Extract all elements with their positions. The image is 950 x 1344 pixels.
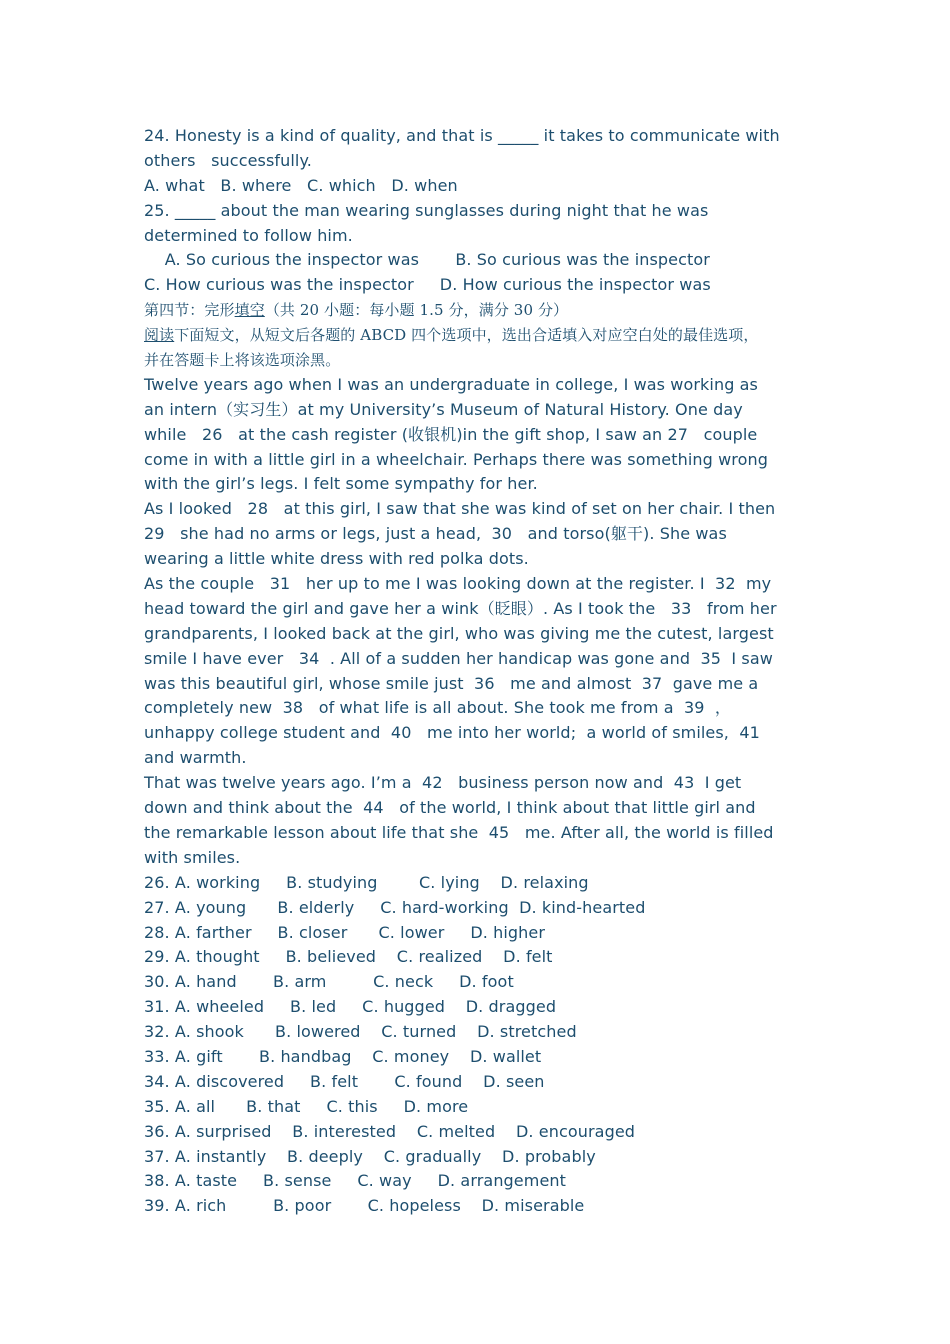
section-instructions-1 <box>144 323 806 348</box>
option-line-29: 29. A. thought B. believed C. realized D. felt <box>144 947 553 967</box>
option-line-30: 30. A. hand B. arm C. neck D. foot <box>144 972 514 992</box>
passage-line: 29 she had no arms or legs, just a head, 30 and torso(躯干). She was <box>144 524 727 544</box>
passage-line: with the girl’s legs. I felt some sympathy for her. <box>144 474 538 494</box>
passage-line: with smiles. <box>144 847 241 867</box>
option-line-31: 31. A. wheeled B. led C. hugged D. dragged <box>144 997 557 1017</box>
option-line-38: 38. A. taste B. sense C. way D. arrangement <box>144 1171 566 1191</box>
option-line-35: 35. A. all B. that C. this D. more <box>144 1096 469 1116</box>
q25-options-ab: A. So curious the inspector was B. So curious was the inspector <box>144 250 710 270</box>
instructions-link[interactable]: 阅读 <box>144 326 175 345</box>
passage-line: head toward the girl and gave her a wink（眨眼）. As I took the 33 from her <box>144 598 777 618</box>
option-line-27: 27. A. young B. elderly C. hard-working D. kind-hearted <box>144 897 646 917</box>
passage-line: the remarkable lesson about life that she 45 me. After all, the world is filled <box>144 822 774 842</box>
passage-line: and warmth. <box>144 748 247 768</box>
passage-line: smile I have ever 34 . All of a sudden her handicap was gone and 35 I saw <box>144 648 773 668</box>
section-title-post: （共 20 小题：每小题 1.5 分，满分 30 分） <box>264 301 569 320</box>
option-line-28: 28. A. farther B. closer C. lower D. higher <box>144 922 546 942</box>
passage-line: completely new 38 of what life is all about. She took me from a 39 ， <box>144 698 732 718</box>
section-title <box>144 298 806 323</box>
q24-line-2: others successfully. <box>144 150 312 170</box>
section-title-link[interactable]: 填空 <box>234 301 265 320</box>
option-line-39: 39. A. rich B. poor C. hopeless D. miserable <box>144 1196 585 1216</box>
passage-line: unhappy college student and 40 me into her world; a world of smiles, 41 <box>144 723 760 743</box>
option-line-36: 36. A. surprised B. interested C. melted D. encouraged <box>144 1121 636 1141</box>
option-line-33: 33. A. gift B. handbag C. money D. wallet <box>144 1046 542 1066</box>
option-line-37: 37. A. instantly B. deeply C. gradually D. probably <box>144 1146 596 1166</box>
passage-line: was this beautiful girl, whose smile just 36 me and almost 37 gave me a <box>144 673 759 693</box>
passage-line: As the couple 31 her up to me I was looking down at the register. I 32 my <box>144 574 772 594</box>
q25-options-cd: C. How curious was the inspector D. How curious the inspector was <box>144 275 711 295</box>
passage <box>144 373 806 871</box>
answer-options <box>144 871 806 1219</box>
passage-line: an intern（实习生）at my University’s Museum of Natural History. One day <box>144 399 743 419</box>
option-line-26: 26. A. working B. studying C. lying D. relaxing <box>144 872 589 892</box>
passage-line: That was twelve years ago. I’m a 42 business person now and 43 I get <box>144 773 742 793</box>
q24-options: A. what B. where C. which D. when <box>144 175 458 195</box>
passage-line: grandparents, I looked back at the girl, who was giving me the cutest, largest <box>144 623 774 643</box>
passage-line: As I looked 28 at this girl, I saw that she was kind of set on her chair. I then <box>144 499 776 519</box>
section-title-pre: 第四节：完形 <box>144 301 235 320</box>
passage-line: come in with a little girl in a wheelchair. Perhaps there was something wrong <box>144 449 768 469</box>
passage-line: Twelve years ago when I was an undergraduate in college, I was working as <box>144 374 758 394</box>
passage-line: down and think about the 44 of the world, I think about that little girl and <box>144 798 756 818</box>
option-line-32: 32. A. shook B. lowered C. turned D. stretched <box>144 1022 577 1042</box>
instructions-text-1: 下面短文，从短文后各题的 ABCD 四个选项中，选出合适填入对应空白处的最佳选项， <box>174 326 759 345</box>
passage-line: while 26 at the cash register (收银机)in the gift shop, I saw an 27 couple <box>144 424 758 444</box>
section-instructions-2: 并在答题卡上将该选项涂黑。 <box>144 351 341 370</box>
q25-line-1: 25. _____ about the man wearing sunglasses during night that he was <box>144 200 709 220</box>
document-page <box>144 124 806 1219</box>
q24-line-1: 24. Honesty is a kind of quality, and that is _____ it takes to communicate with <box>144 126 780 145</box>
q25-line-2: determined to follow him. <box>144 225 353 245</box>
passage-line: wearing a little white dress with red polka dots. <box>144 549 529 569</box>
option-line-34: 34. A. discovered B. felt C. found D. seen <box>144 1071 545 1091</box>
